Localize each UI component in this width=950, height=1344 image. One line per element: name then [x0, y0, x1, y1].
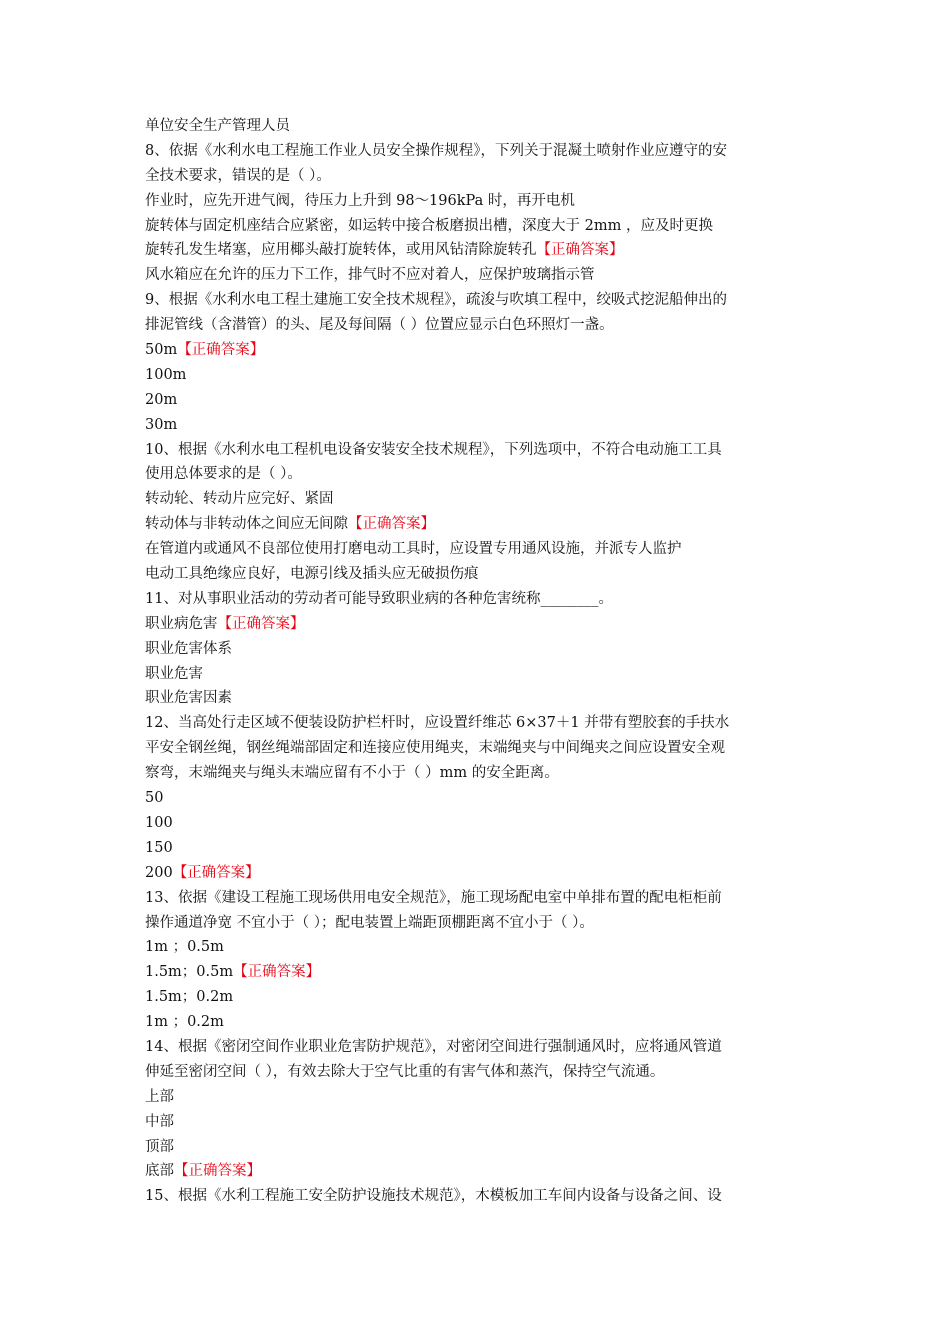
option-correct — [145, 238, 810, 263]
option: 100 — [145, 814, 173, 831]
option: 中部 — [145, 1113, 174, 1130]
correct-answer-tag: 【正确答案】 — [217, 615, 305, 632]
option-correct — [145, 1159, 810, 1184]
question-15-stem: 15、根据《水利工程施工安全防护设施技术规范》，木模板加工车间内设备与设备之间、设 — [145, 1188, 722, 1205]
question-12-stem: 12、当高处行走区域不便装设防护栏杆时，应设置纤维芯 6×37＋1 并带有塑胶套的手扶水 — [145, 715, 730, 732]
correct-answer-tag: 【正确答案】 — [172, 864, 260, 881]
correct-answer-tag: 【正确答案】 — [348, 516, 435, 533]
option: 1m ；0.2m — [145, 1014, 224, 1031]
option-text: 50m — [145, 342, 178, 359]
option: 30m — [145, 416, 178, 433]
option-text: 职业病危害 — [145, 615, 218, 632]
correct-answer-tag: 【正确答案】 — [177, 342, 265, 359]
question-11-stem: 11、对从事职业活动的劳动者可能导致职业病的各种危害统称________。 — [145, 590, 613, 607]
correct-answer-tag: 【正确答案】 — [174, 1163, 261, 1180]
option: 20m — [145, 391, 178, 408]
question-10-stem: 10、根据《水利水电工程机电设备安装安全技术规程》，下列选项中，不符合电动施工工具 — [145, 441, 722, 458]
question-8-stem: 8、依据《水利水电工程施工作业人员安全操作规程》，下列关于混凝土喷射作业应遵守的安 — [145, 142, 727, 159]
option: 上部 — [145, 1088, 174, 1105]
text-line: 单位安全生产管理人员 — [145, 118, 290, 134]
option-text: 旋转孔发生堵塞，应用椰头敲打旋转体，或用风钻清除旋转孔 — [145, 242, 537, 259]
correct-answer-tag: 【正确答案】 — [233, 964, 321, 981]
option-correct — [145, 512, 810, 537]
question-14-stem: 伸延至密闭空间（ ），有效去除大于空气比重的有害气体和蒸汽，保持空气流通。 — [145, 1063, 665, 1080]
question-9-stem: 9、根据《水利水电工程土建施工安全技术规程》，疏浚与吹填工程中，绞吸式挖泥船伸出的 — [145, 292, 727, 309]
question-14-stem: 14、根据《密闭空间作业职业危害防护规范》，对密闭空间进行强制通风时，应将通风管道 — [145, 1038, 722, 1055]
document-page — [145, 114, 810, 1209]
option: 转动轮、转动片应完好、紧固 — [145, 491, 334, 508]
option: 150 — [145, 839, 173, 856]
option: 顶部 — [145, 1138, 174, 1155]
question-12-stem: 平安全钢丝绳，钢丝绳端部固定和连接应使用绳夹，末端绳夹与中间绳夹之间应设置安全观 — [145, 740, 725, 757]
option-correct — [145, 612, 810, 637]
question-9-stem: 排泥管线（含潜管）的头、尾及每间隔（ ）位置应显示白色环照灯一盏。 — [145, 317, 614, 334]
question-12-stem: 察弯，末端绳夹与绳头末端应留有不小于（ ）mm 的安全距离。 — [145, 765, 559, 782]
option-correct — [145, 338, 810, 363]
option-text: 1.5m；0.5m — [145, 964, 234, 981]
option: 风水箱应在允许的压力下工作，排气时不应对着人，应保护玻璃指示管 — [145, 267, 595, 284]
option: 电动工具绝缘应良好，电源引线及插头应无破损伤痕 — [145, 566, 479, 583]
option: 1m ；0.5m — [145, 939, 224, 956]
correct-answer-tag: 【正确答案】 — [536, 242, 624, 259]
question-8-stem: 全技术要求，错误的是（ ）。 — [145, 167, 331, 184]
option-text: 转动体与非转动体之间应无间隙 — [145, 516, 348, 533]
option: 50 — [145, 790, 164, 807]
option-text: 底部 — [145, 1163, 174, 1180]
option: 作业时，应先开进气阀，待压力上升到 98～196kPa 时，再开电机 — [145, 192, 575, 209]
option: 职业危害因素 — [145, 690, 232, 707]
option-correct — [145, 960, 810, 985]
option: 旋转体与固定机座结合应紧密，如运转中接合板磨损出槽，深度大于 2mm ，应及时更换 — [145, 217, 713, 234]
option: 100m — [145, 366, 187, 383]
question-13-stem: 操作通道净宽 不宜小于（ ）；配电装置上端距顶棚距离不宜小于（ ）。 — [145, 914, 594, 931]
option: 1.5m；0.2m — [145, 989, 234, 1006]
option-text: 200 — [145, 864, 173, 881]
option: 职业危害体系 — [145, 640, 232, 657]
option: 职业危害 — [145, 665, 203, 682]
option-correct — [145, 861, 810, 886]
question-13-stem: 13、依据《建设工程施工现场供用电安全规范》，施工现场配电室中单排布置的配电柜柜前 — [145, 889, 722, 906]
question-10-stem: 使用总体要求的是（ ）。 — [145, 466, 302, 483]
option: 在管道内或通风不良部位使用打磨电动工具时，应设置专用通风设施，并派专人监护 — [145, 541, 682, 558]
